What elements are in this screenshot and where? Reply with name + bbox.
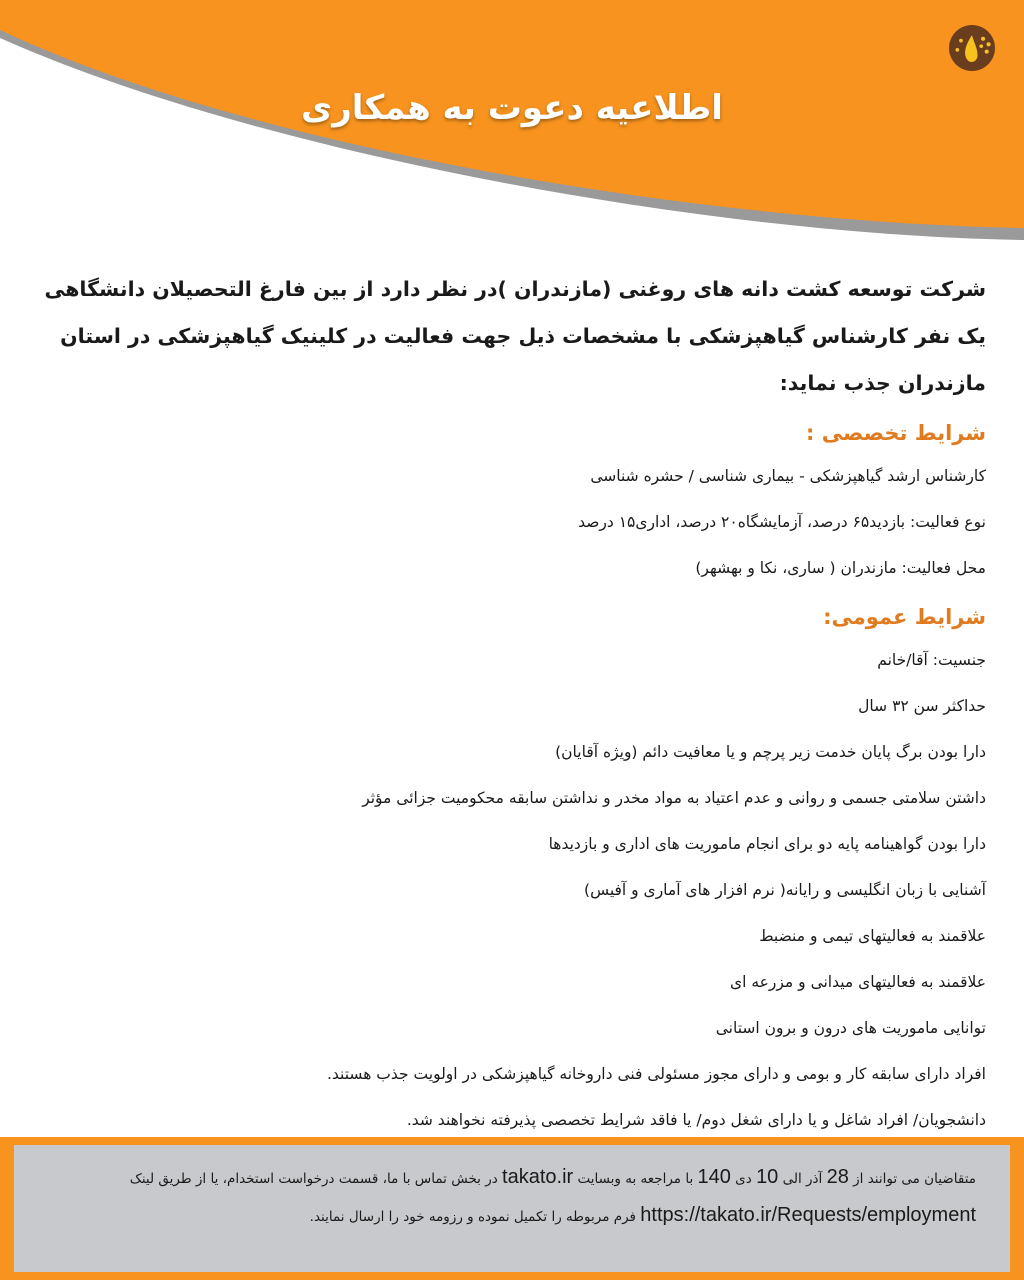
list-item: دارا بودن گواهینامه پایه دو برای انجام ماموریت های اداری و بازدیدها — [548, 835, 986, 853]
list-item: جنسیت: آقا/خانم — [877, 651, 986, 669]
footer-text: با مراجعه به وبسایت — [577, 1171, 694, 1187]
intro-paragraph: شرکت توسعه کشت دانه های روغنی (مازندران )در نظر دارد از بین فارغ التحصیلان دانشگاهی یک نفر کارشناس گیاهپزشکی با مشخصات ذیل جهت فعالیت در کلینیک گیاهپزشکی در استان مازندران جذب نماید: — [44, 277, 986, 395]
specialized-conditions-list — [20, 453, 986, 591]
application-instructions — [14, 1145, 1010, 1272]
general-conditions-list — [20, 637, 986, 1143]
banner-title: اطلاعیه دعوت به همکاری — [301, 88, 723, 128]
header-banner — [0, 0, 1024, 260]
list-item: افراد دارای سابقه کار و بومی و دارای مجوز مسئولی فنی داروخانه گیاهپزشکی در اولویت جذب هستند. — [326, 1065, 986, 1083]
list-item: داشتن سلامتی جسمی و روانی و عدم اعتیاد به مواد مخدر و نداشتن سابقه محکومیت جزائی مؤثر — [362, 789, 986, 807]
general-conditions-title: شرایط عمومی: — [823, 605, 986, 629]
footer-text: آذر الی — [782, 1171, 823, 1187]
year: 140 — [697, 1166, 731, 1188]
list-item: توانایی ماموریت های درون و برون استانی — [715, 1019, 986, 1037]
list-item: محل فعالیت: مازندران ( ساری، نکا و بهشهر) — [695, 559, 986, 577]
list-item: علاقمند به فعالیتهای میدانی و مزرعه ای — [729, 973, 986, 991]
specialized-conditions-title: شرایط تخصصی : — [806, 421, 986, 445]
list-item: آشنایی با زبان انگلیسی و رایانه( نرم افزار های آماری و آفیس) — [584, 881, 986, 899]
website-link[interactable]: takato.ir — [502, 1166, 574, 1188]
list-item: دارا بودن برگ پایان خدمت زیر پرچم و یا معافیت دائم (ویژه آقایان) — [555, 743, 986, 761]
announcement-body — [20, 266, 986, 1143]
end-day: 10 — [756, 1166, 779, 1188]
list-item: حداکثر سن ۳۲ سال — [858, 697, 986, 715]
footer-banner — [0, 1137, 1024, 1280]
sunflower-logo-icon — [926, 2, 1018, 94]
list-item: نوع فعالیت: بازدید۶۵ درصد، آزمایشگاه۲۰ درصد، اداری۱۵ درصد — [578, 513, 986, 531]
footer-text: دی — [735, 1171, 752, 1187]
start-day: 28 — [826, 1166, 849, 1188]
employment-request-link[interactable]: https://takato.ir/Requests/employment — [640, 1204, 976, 1226]
footer-text: متقاضیان می توانند از — [853, 1171, 976, 1187]
list-item: دانشجویان/ افراد شاغل و یا دارای شغل دوم/ یا فاقد شرایط تخصصی پذیرفته نخواهند شد. — [406, 1111, 986, 1129]
footer-text: فرم مربوطه را تکمیل نموده و رزومه خود را ارسال نمایند. — [309, 1209, 636, 1225]
footer-text: در بخش تماس با ما، قسمت درخواست استخدام، یا از طریق لینک — [129, 1171, 498, 1187]
list-item: علاقمند به فعالیتهای تیمی و منضبط — [759, 927, 986, 945]
list-item: کارشناس ارشد گیاهپزشکی - بیماری شناسی / حشره شناسی — [590, 467, 986, 485]
